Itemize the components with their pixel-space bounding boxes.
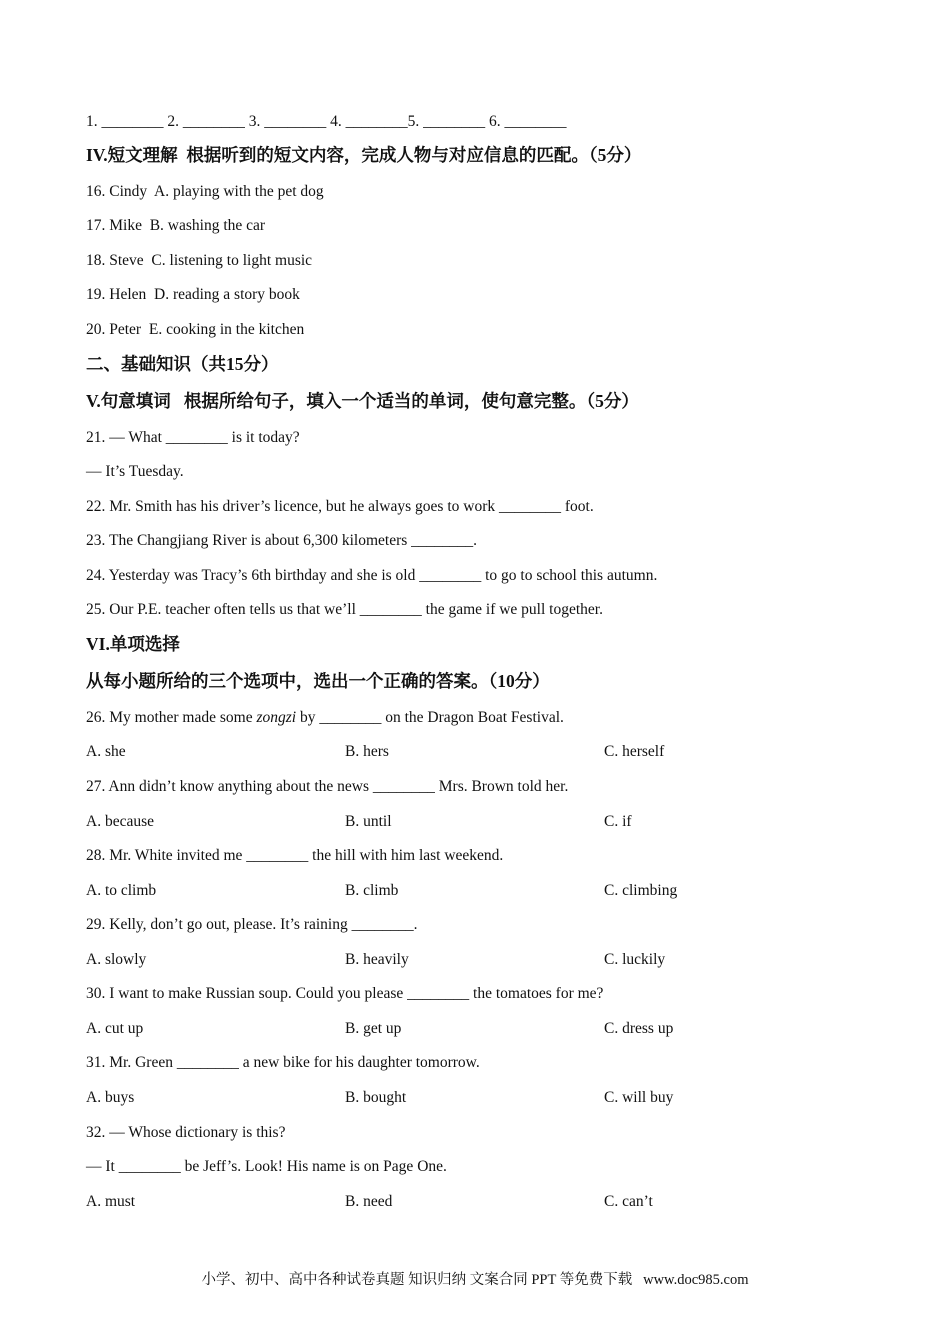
question-23: 23. The Changjiang River is about 6,300 kilometers ________.: [86, 532, 478, 549]
option-29-c: C. luckily: [604, 951, 666, 968]
question-32-line2: — It ________ be Jeff’s. Look! His name is on Page One.: [86, 1158, 447, 1175]
footer-text: 小学、初中、高中各种试卷真题 知识归纳 文案合同 PPT 等免费下载 www.doc985.com: [201, 1272, 749, 1288]
option-26-a: A. she: [86, 743, 126, 760]
q26-after: by ________ on the Dragon Boat Festival.: [296, 709, 564, 726]
option-30-c: C. dress up: [604, 1020, 674, 1037]
option-29-b: B. heavily: [345, 951, 409, 968]
answer-21: — It’s Tuesday.: [86, 463, 184, 480]
q26-italic-word: zongzi: [256, 709, 297, 726]
option-32-b: B. need: [345, 1193, 393, 1210]
question-30: 30. I want to make Russian soup. Could you please ________ the tomatoes for me?: [86, 985, 604, 1002]
section-4-heading: IV.短文理解 根据听到的短文内容，完成人物与对应信息的匹配。（5分）: [86, 145, 642, 165]
match-item-16: 16. Cindy A. playing with the pet dog: [86, 183, 324, 200]
option-27-c: C. if: [604, 813, 632, 830]
match-item-18: 18. Steve C. listening to light music: [86, 252, 313, 269]
option-31-c: C. will buy: [604, 1089, 674, 1106]
match-item-20: 20. Peter E. cooking in the kitchen: [86, 321, 305, 338]
option-30-a: A. cut up: [86, 1020, 144, 1037]
question-24: 24. Yesterday was Tracy’s 6th birthday and she is old ________ to go to school this autumn.: [86, 567, 658, 584]
option-26-b: B. hers: [345, 743, 389, 760]
question-21: 21. — What ________ is it today?: [86, 429, 300, 446]
option-28-b: B. climb: [345, 882, 399, 899]
option-26-c: C. herself: [604, 743, 665, 760]
option-31-b: B. bought: [345, 1089, 407, 1106]
question-32: 32. — Whose dictionary is this?: [86, 1124, 286, 1141]
question-22: 22. Mr. Smith has his driver’s licence, but he always goes to work ________ foot.: [86, 498, 594, 515]
match-item-17: 17. Mike B. washing the car: [86, 217, 266, 234]
question-25: 25. Our P.E. teacher often tells us that we’ll ________ the game if we pull together.: [86, 601, 603, 618]
part-2-heading: 二、基础知识（共15分）: [86, 354, 279, 374]
question-28: 28. Mr. White invited me ________ the hill with him last weekend.: [86, 847, 504, 864]
option-31-a: A. buys: [86, 1089, 135, 1106]
option-32-a: A. must: [86, 1193, 136, 1210]
answer-line: 1. ________ 2. ________ 3. ________ 4. ________5. ________ 6. ________: [86, 113, 567, 130]
question-26: [86, 708, 564, 728]
section-6-instruction: 从每小题所给的三个选项中，选出一个正确的答案。（10分）: [86, 671, 550, 691]
question-29: 29. Kelly, don’t go out, please. It’s raining ________.: [86, 916, 418, 933]
option-27-a: A. because: [86, 813, 154, 830]
section-6-heading: VI.单项选择: [86, 634, 180, 654]
q26-before: 26. My mother made some: [86, 709, 257, 726]
question-31: 31. Mr. Green ________ a new bike for his daughter tomorrow.: [86, 1054, 480, 1071]
match-item-19: 19. Helen D. reading a story book: [86, 286, 300, 303]
option-28-c: C. climbing: [604, 882, 678, 899]
section-5-heading: V.句意填词 根据所给句子，填入一个适当的单词，使句意完整。（5分）: [86, 391, 639, 411]
option-28-a: A. to climb: [86, 882, 157, 899]
question-27: 27. Ann didn’t know anything about the news ________ Mrs. Brown told her.: [86, 778, 569, 795]
page-footer: [0, 1270, 950, 1290]
option-29-a: A. slowly: [86, 951, 147, 968]
option-32-c: C. can’t: [604, 1193, 653, 1210]
option-30-b: B. get up: [345, 1020, 402, 1037]
option-27-b: B. until: [345, 813, 392, 830]
